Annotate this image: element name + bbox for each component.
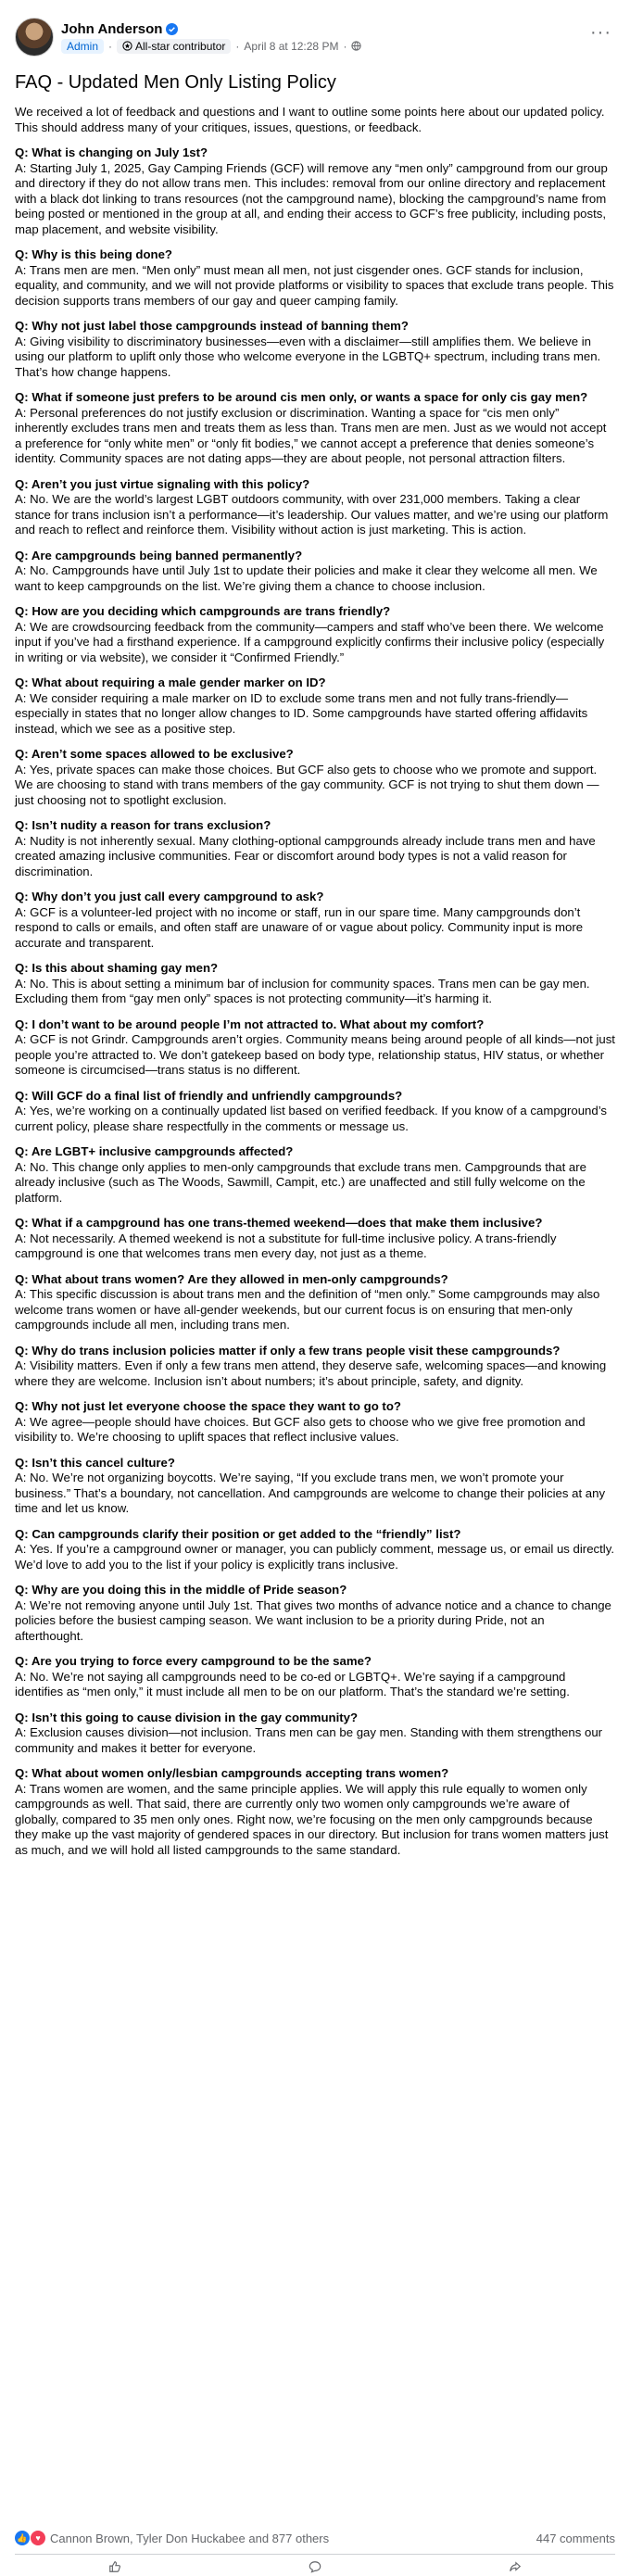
comment-button[interactable] bbox=[309, 2557, 321, 2576]
separator-dot: · bbox=[108, 39, 113, 53]
faq-item bbox=[15, 676, 615, 737]
faq-answer: A: No. We’re not saying all campgrounds need to be co-ed or LGBTQ+. We’re saying if a campground identifies as “men only,” it must include all men to be on our platform. That’s the standard we’re setting. bbox=[15, 1669, 570, 1698]
faq-answer: A: Giving visibility to discriminatory businesses—even with a disclaimer—still amplifies them. We believe in using our platform to uplift only those who welcome everyone in the LGBTQ+ spectrum, including trans men. That’s how change happens. bbox=[15, 334, 601, 379]
allstar-badge bbox=[117, 39, 231, 54]
faq-question: Q: Isn’t nudity a reason for trans exclusion? bbox=[15, 818, 271, 832]
faq-item bbox=[15, 1766, 615, 1858]
faq-question: Q: What about requiring a male gender marker on ID? bbox=[15, 676, 326, 689]
reaction-names: Cannon Brown, Tyler Don Huckabee and 877 others bbox=[50, 2531, 330, 2545]
allstar-icon bbox=[122, 41, 132, 51]
faq-answer: A: Yes, we’re working on a continually updated list based on verified feedback. If you know of a campground’s current policy, please share respectfully in the comments or message us. bbox=[15, 1104, 608, 1133]
faq-answer: A: This specific discussion is about trans men and the definition of “men only.” Some campgrounds may also welcome trans women or have all-gender weekends, but our current focus is on ensuring that men-only campgrounds include all men, including trans men. bbox=[15, 1287, 600, 1332]
faq-answer: A: Yes, private spaces can make those choices. But GCF also gets to choose who we promote and support. We are choosing to stand with trans members of the gay community. GCF is not trying to shut them down — just choosing not to spotlight exclusion. bbox=[15, 762, 599, 807]
verified-icon bbox=[166, 23, 178, 35]
faq-question: Q: Can campgrounds clarify their position or get added to the “friendly” list? bbox=[15, 1526, 461, 1541]
faq-answer: A: We agree—people should have choices. But GCF also gets to choose who we give free promotion and visibility to. We’re choosing to uplift spaces that reflect inclusive values. bbox=[15, 1414, 586, 1444]
name-row bbox=[61, 21, 361, 37]
comment-count[interactable]: 447 comments bbox=[536, 2531, 615, 2545]
separator-dot: · bbox=[235, 39, 240, 53]
faq-item bbox=[15, 1089, 615, 1135]
faq-question: Q: Isn’t this cancel culture? bbox=[15, 1455, 175, 1470]
love-icon: ♥ bbox=[30, 2530, 46, 2546]
faq-answer: A: Trans women are women, and the same principle applies. We will apply this rule equally to women only campgrounds as well. That said, there are currently only two women only campgrounds we’re aware of globally, compared to 35 men only ones. Right now, we’re focusing on the men only campgrounds because they make up the vast majority of gendered spaces in our directory. But inclusion for trans women matters just as much, and we will hold all listed campgrounds to the same standard. bbox=[15, 1781, 609, 1857]
faq-answer: A: We are crowdsourcing feedback from the community—campers and staff who’ve been there. We welcome input if you’ve had a firsthand experience. If a campground explicitly confirms their inclusive policy (especially in writing or via website), we consider it “Confirmed Friendly.” bbox=[15, 619, 605, 664]
faq-question: Q: What is changing on July 1st? bbox=[15, 145, 208, 159]
faq-answer: A: We consider requiring a male marker on ID to exclude some trans men and not fully trans-friendly—especially in states that no longer allow changes to ID. Some campgrounds have started offering affidavits instead, which we see as a positive step. bbox=[15, 690, 588, 736]
post-intro: We received a lot of feedback and questions and I want to outline some points here about our updated policy. This should address many of your critiques, issues, questions, or feedback. bbox=[15, 105, 605, 134]
faq-question: Q: Why don’t you just call every campground to ask? bbox=[15, 890, 324, 903]
divider bbox=[15, 2554, 615, 2555]
faq-question: Q: Why do trans inclusion policies matter if only a few trans people visit these campgrounds? bbox=[15, 1343, 561, 1357]
post-title: FAQ - Updated Men Only Listing Policy bbox=[15, 72, 336, 93]
faq-question: Q: Isn’t this going to cause division in the gay community? bbox=[15, 1710, 359, 1724]
like-button[interactable] bbox=[108, 2557, 121, 2576]
audience-globe-icon[interactable] bbox=[351, 41, 361, 51]
faq-item bbox=[15, 818, 615, 879]
faq-item bbox=[15, 145, 615, 237]
faq-answer: A: Visibility matters. Even if only a few trans men attend, they deserve safe, welcoming spaces—and knowing where they are welcome. Inclusion isn’t about numbers; it’s about principle, safety, and dignity. bbox=[15, 1358, 607, 1388]
faq-item bbox=[15, 477, 615, 538]
faq-answer: A: No. This is about setting a minimum bar of inclusion for community spaces. Trans men can be gay men. Excluding them from “gay men only” spaces is not protecting community—it’s harming it. bbox=[15, 976, 590, 1005]
faq-question: Q: Why not just let everyone choose the space they want to go to? bbox=[15, 1399, 401, 1413]
faq-question: Q: Why not just label those campgrounds instead of banning them? bbox=[15, 319, 409, 333]
faq-question: Q: Will GCF do a final list of friendly and unfriendly campgrounds? bbox=[15, 1088, 403, 1103]
faq-answer: A: Starting July 1, 2025, Gay Camping Friends (GCF) will remove any “men only” campground from our group and directory if they do not allow trans men. This includes: removal from our online directory and replacement with a black dot linking to trans resources (not the campground name), blocking the campground’s name from being posted or mentioned in the group at all, and ending their access to GCF’s free publicity, including posts, map placement, and website visibility. bbox=[15, 160, 608, 236]
faq-question: Q: I don’t want to be around people I’m not attracted to. What about my comfort? bbox=[15, 1017, 485, 1031]
faq-answer: A: Exclusion causes division—not inclusion. Trans men can be gay men. Standing with them strengthens our community and makes it better for everyone. bbox=[15, 1725, 603, 1755]
faq-answer: A: No. We’re not organizing boycotts. We’re saying, “If you exclude trans men, we won’t promote your business.” That’s a boundary, not cancellation. And campgrounds are welcome to change their policies at any time and let us know. bbox=[15, 1471, 606, 1515]
faq-question: Q: What if a campground has one trans-themed weekend—does that make them inclusive? bbox=[15, 1216, 543, 1230]
more-options-icon[interactable]: ··· bbox=[590, 22, 611, 43]
faq-answer: A: Yes. If you’re a campground owner or manager, you can publicly comment, message us, or email us directly. We’d love to add you to the list if your policy is explicitly trans inclusive. bbox=[15, 1542, 614, 1572]
reaction-summary[interactable] bbox=[15, 2530, 329, 2546]
post-date[interactable]: April 8 at 12:28 PM bbox=[244, 39, 339, 53]
faq-item bbox=[15, 319, 615, 380]
faq-question: Q: Are LGBT+ inclusive campgrounds affected? bbox=[15, 1144, 294, 1158]
faq-item bbox=[15, 961, 615, 1007]
faq-item bbox=[15, 1711, 615, 1757]
admin-badge: Admin bbox=[61, 39, 104, 54]
faq-question: Q: Are campgrounds being banned permanently? bbox=[15, 548, 303, 562]
post-header bbox=[15, 15, 615, 59]
faq-list bbox=[15, 145, 615, 1858]
author-name[interactable]: John Anderson bbox=[61, 20, 163, 37]
author-subline bbox=[61, 39, 361, 54]
faq-item bbox=[15, 1017, 615, 1079]
faq-question: Q: Why is this being done? bbox=[15, 247, 172, 261]
share-icon bbox=[509, 2560, 522, 2573]
allstar-label: All-star contributor bbox=[135, 39, 226, 53]
faq-item bbox=[15, 247, 615, 309]
faq-item bbox=[15, 1654, 615, 1700]
faq-question: Q: Why are you doing this in the middle of Pride season? bbox=[15, 1583, 347, 1597]
reactions-bar bbox=[15, 2530, 615, 2546]
faq-answer: A: We’re not removing anyone until July 1st. That gives two months of advance notice and a chance to change policies before the busiest camping season. We want inclusion to be a priority during Pride, not an afterthought. bbox=[15, 1597, 611, 1643]
faq-item bbox=[15, 549, 615, 595]
faq-question: Q: What about trans women? Are they allowed in men-only campgrounds? bbox=[15, 1271, 448, 1286]
thumbs-up-icon bbox=[108, 2560, 121, 2573]
faq-answer: A: Trans men are men. “Men only” must mean all men, not just cisgender ones. GCF stands for inclusion, equality, and community, and we will not provide platforms or visibility to spaces that exclude trans people. This decision supports trans members of our gay and queer camping family. bbox=[15, 262, 614, 308]
separator-dot: · bbox=[343, 39, 347, 53]
faq-question: Q: Aren’t some spaces allowed to be exclusive? bbox=[15, 747, 294, 761]
faq-answer: A: No. This change only applies to men-only campgrounds that exclude trans men. Campgrounds that are already inclusive (such as The Woods, Sawmill, Campit, etc.) are unaffected and still fully welcome on the platform. bbox=[15, 1159, 586, 1205]
faq-item bbox=[15, 390, 615, 467]
faq-item bbox=[15, 1272, 615, 1333]
faq-item bbox=[15, 1527, 615, 1573]
faq-question: Q: Are you trying to force every campground to be the same? bbox=[15, 1654, 372, 1668]
faq-item bbox=[15, 1216, 615, 1262]
faq-answer: A: No. Campgrounds have until July 1st to update their policies and make it clear they welcome all men. We want to keep campgrounds on the list. We’re giving them a chance to choose inclusion. bbox=[15, 563, 598, 593]
faq-answer: A: GCF is a volunteer-led project with no income or staff, run in our spare time. Many campgrounds don’t respond to calls or emails, and often staff are unaware of or vague about policy. Community input is more accurate and transparent. bbox=[15, 904, 584, 950]
faq-answer: A: GCF is not Grindr. Campgrounds aren’t orgies. Community means being around people of all kinds—not just people you’re attracted to. We don’t gatekeep based on body type, relationship status, HIV status, or whether someone is circumcised—trans status is no different. bbox=[15, 1032, 615, 1077]
faq-item bbox=[15, 1583, 615, 1644]
faq-answer: A: Personal preferences do not justify exclusion or discrimination. Wanting a space for “cis men only” inherently excludes trans men and treats them as less than. Trans men are men. Just as we would not accept a preference for “only white men” or “only fit bodies,” we cannot accept a preference that denies someone’s identity. Community spaces are not dating apps—they are about people, not personal attraction filters. bbox=[15, 405, 607, 465]
faq-item bbox=[15, 604, 615, 665]
avatar[interactable] bbox=[15, 18, 54, 57]
faq-question: Q: How are you deciding which campgrounds are trans friendly? bbox=[15, 604, 391, 618]
share-button[interactable] bbox=[509, 2557, 522, 2576]
comment-icon bbox=[309, 2560, 321, 2573]
faq-question: Q: What if someone just prefers to be around cis men only, or wants a space for only cis gay men? bbox=[15, 390, 588, 404]
like-icon: 👍 bbox=[15, 2531, 30, 2545]
author-meta bbox=[61, 21, 361, 54]
faq-item bbox=[15, 747, 615, 808]
faq-item bbox=[15, 1144, 615, 1206]
faq-item bbox=[15, 1456, 615, 1517]
faq-item bbox=[15, 890, 615, 951]
faq-item bbox=[15, 1344, 615, 1390]
faq-answer: A: No. We are the world’s largest LGBT outdoors community, with over 231,000 members. Taking a clear stance for trans inclusion isn’t a performance—it’s leadership. Our values matter, and we’re using our platform and reach to reflect and reinforce them. Visibility without action is just marketing. This is action. bbox=[15, 492, 609, 537]
faq-question: Q: Aren’t you just virtue signaling with this policy? bbox=[15, 476, 310, 491]
faq-question: Q: Is this about shaming gay men? bbox=[15, 961, 219, 975]
faq-question: Q: What about women only/lesbian campgrounds accepting trans women? bbox=[15, 1766, 449, 1780]
faq-answer: A: Not necessarily. A themed weekend is not a substitute for full-time inclusive policy. A trans-friendly campground is one that welcomes trans men every day, not just as a theme. bbox=[15, 1231, 557, 1260]
action-bar bbox=[15, 2557, 615, 2576]
faq-answer: A: Nudity is not inherently sexual. Many clothing-optional campgrounds already include trans men and have created amazing inclusive communities. Fear or discomfort around body types is not a valid reason for discrimination. bbox=[15, 833, 596, 878]
faq-item bbox=[15, 1399, 615, 1446]
